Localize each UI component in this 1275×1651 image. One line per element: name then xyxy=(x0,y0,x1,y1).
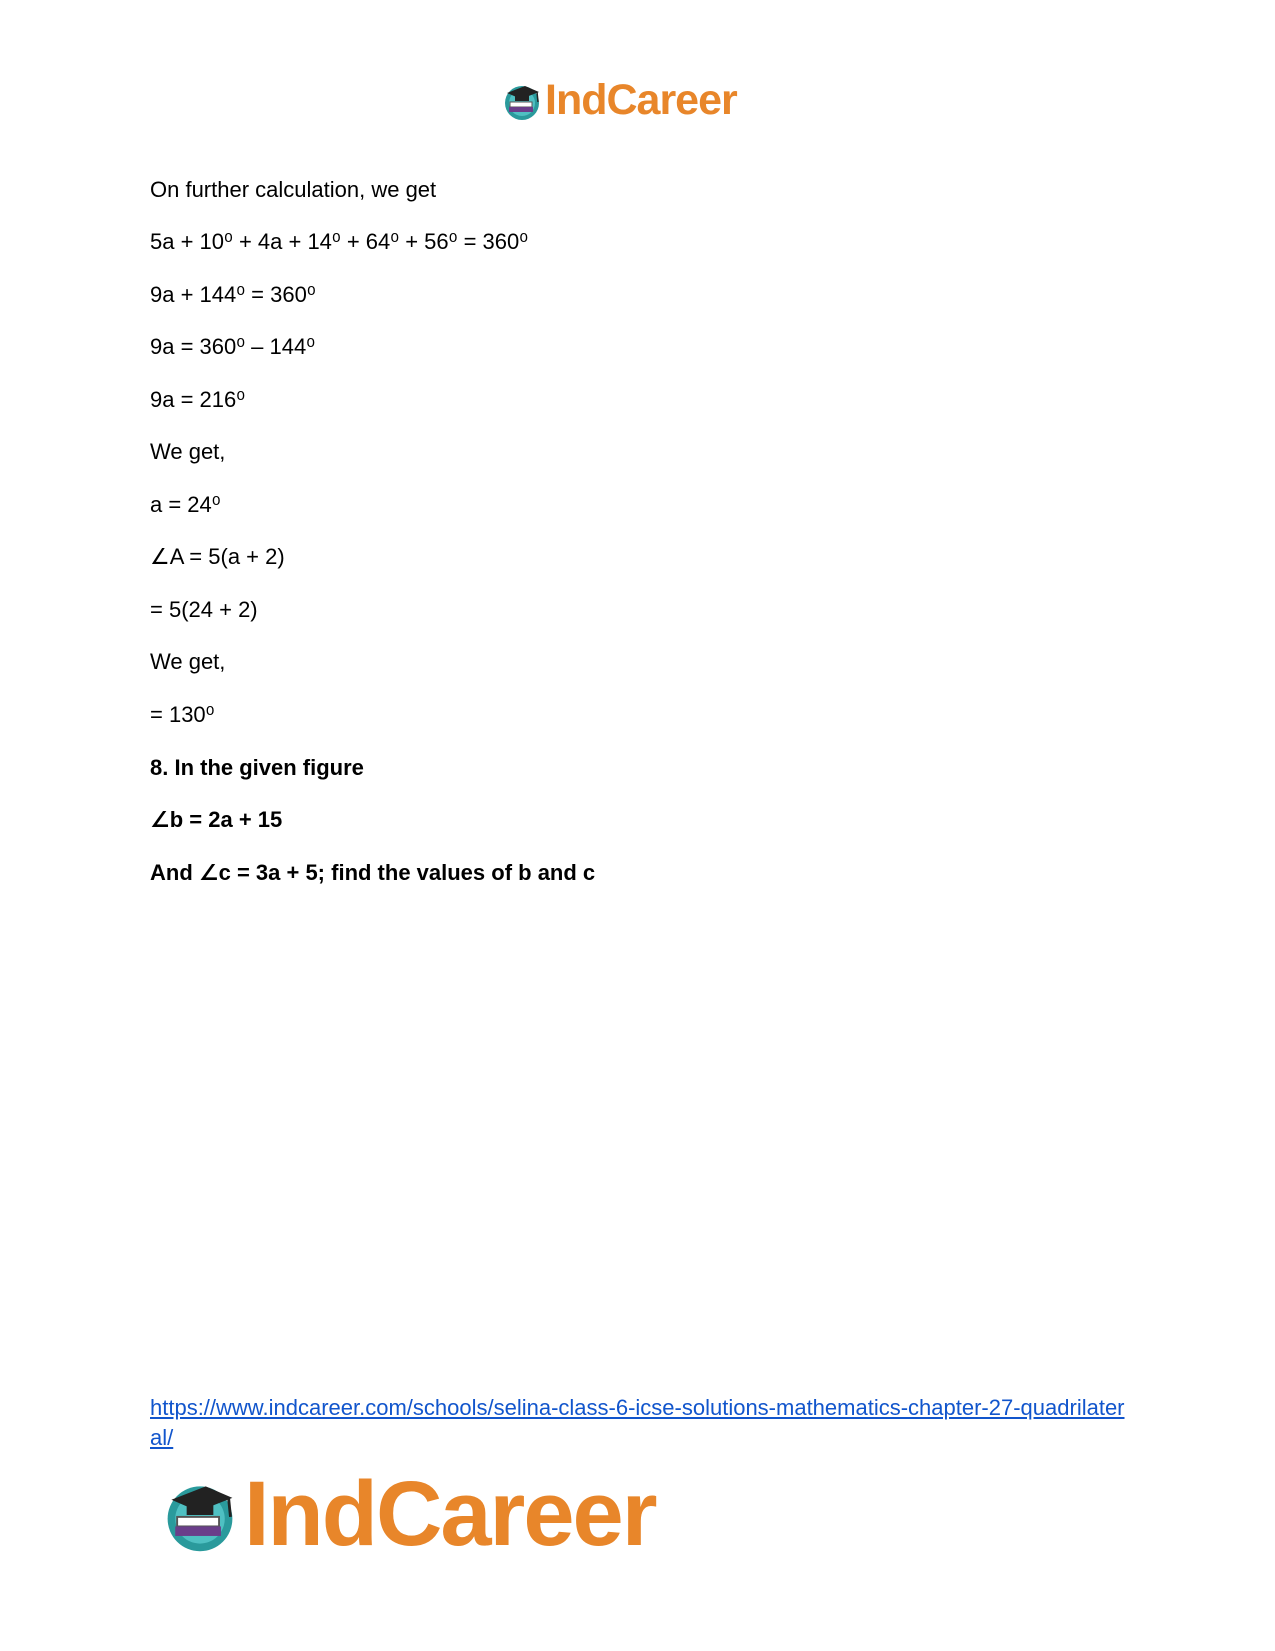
graduation-globe-icon xyxy=(501,80,543,122)
equation-line: ∠A = 5(a + 2) xyxy=(150,544,285,569)
question-line: And ∠c = 3a + 5; find the values of b and c xyxy=(150,860,596,885)
equation-line: = 130⁰ xyxy=(150,702,215,727)
source-url-link[interactable]: https://www.indcareer.com/schools/selina-class-6-icse-solutions-mathematics-chapter-27-quadrilateral/ xyxy=(150,1395,1125,1450)
equation-line: = 5(24 + 2) xyxy=(150,597,258,622)
footer-logo xyxy=(160,1462,656,1567)
header-logo xyxy=(501,76,737,125)
equation-line: 9a = 216⁰ xyxy=(150,387,246,412)
graduation-globe-icon xyxy=(160,1475,240,1555)
logo-wordmark: IndCareer xyxy=(244,1463,656,1565)
question-heading: 8. In the given figure xyxy=(150,755,364,780)
text-line: We get, xyxy=(150,439,226,464)
text-line: We get, xyxy=(150,649,226,674)
equation-line: 9a = 360⁰ – 144⁰ xyxy=(150,334,316,359)
question-line: ∠b = 2a + 15 xyxy=(150,807,283,832)
equation-line: 5a + 10⁰ + 4a + 14⁰ + 64⁰ + 56⁰ = 360⁰ xyxy=(150,229,529,254)
equation-line: a = 24⁰ xyxy=(150,492,221,517)
logo-wordmark: IndCareer xyxy=(545,76,737,124)
text-line: On further calculation, we get xyxy=(150,177,437,202)
equation-line: 9a + 144⁰ = 360⁰ xyxy=(150,282,316,307)
